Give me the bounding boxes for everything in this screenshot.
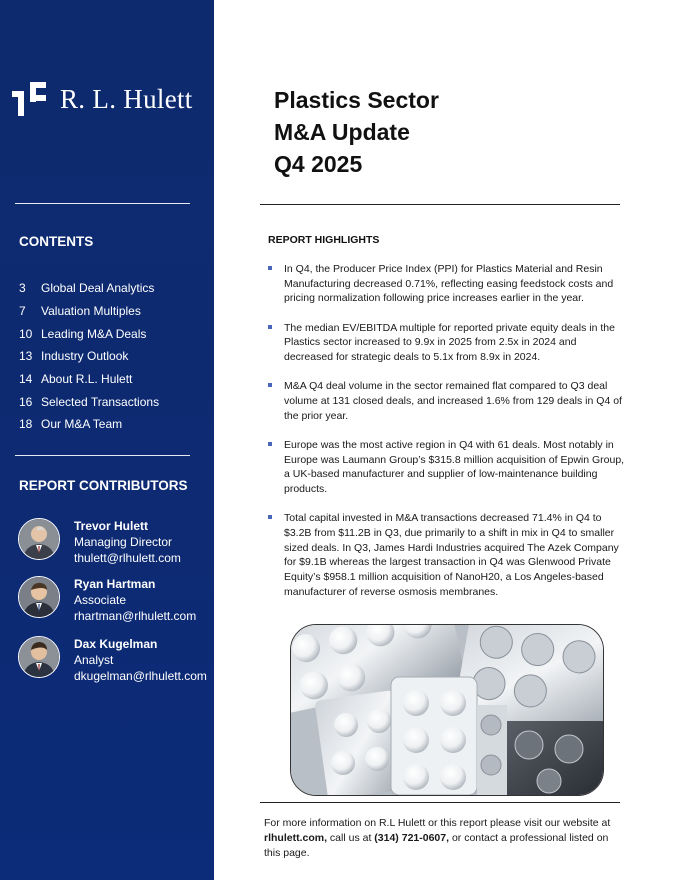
contributor-info (74, 518, 181, 566)
contributor-name: Trevor Hulett (74, 519, 149, 533)
toc-label: Industry Outlook (41, 349, 129, 364)
highlight-text: Total capital invested in M&A transactions decreased 71.4% in Q4 to $3.2B from $11.2B in Q3, due primarily to a shift in mix in Q4 to smaller sized deals. In Q3, James Hardi Industries acquired The Azek Company for $9.1B whereas the largest transaction in Q4 was Glenwood Private Equity’s $958.1 million acquisition of NanoH20, a Los Angeles-based manufacturer of reverse osmosis membranes. (284, 512, 619, 598)
toc-label: Valuation Multiples (41, 304, 141, 319)
contributor-name: Ryan Hartman (74, 577, 156, 591)
highlight-item (268, 438, 628, 497)
avatar (18, 576, 60, 618)
toc-page: 3 (19, 281, 26, 296)
highlight-text: The median EV/EBITDA multiple for reported private equity deals in the Plastics sector increased to 9.9x in 2025 from 2.5x in 2024 and decreased for strategic deals to 5.1x from 8.9x in 2024. (284, 321, 615, 364)
bullet-square-icon (268, 383, 272, 387)
footer-divider (260, 802, 620, 803)
toc-label: Our M&A Team (41, 417, 123, 432)
toc-label: Global Deal Analytics (41, 281, 155, 296)
logo-text: R. L. Hulett (60, 83, 193, 114)
highlight-text: M&A Q4 deal volume in the sector remained flat compared to Q3 deal volume at 131 closed deals, and increased 1.6% from 129 deals in Q4 of the prior year. (284, 380, 622, 422)
logo-mark-icon (12, 82, 46, 116)
toc-item[interactable] (19, 413, 159, 436)
toc-item[interactable] (19, 390, 159, 413)
bullet-square-icon (268, 442, 272, 446)
contributor-role: Analyst (74, 653, 114, 667)
contributor-card (18, 636, 207, 684)
highlight-item (268, 321, 628, 365)
highlights-heading: REPORT HIGHLIGHTS (268, 234, 380, 246)
contributor-email[interactable]: rhartman@rlhulett.com (74, 609, 197, 623)
footer-contact (264, 816, 624, 861)
contributor-card (18, 518, 181, 566)
highlight-item (268, 379, 628, 423)
contributor-name: Dax Kugelman (74, 637, 158, 651)
contributor-card (18, 576, 196, 624)
highlight-item (268, 262, 628, 306)
toc-item[interactable] (19, 277, 159, 300)
sidebar-divider (15, 455, 190, 456)
title-divider (260, 204, 620, 205)
toc-page: 13 (19, 349, 33, 364)
phone-number[interactable]: (314) 721-0607, (374, 832, 450, 844)
title-line: Plastics Sector (274, 87, 439, 113)
contributor-info (74, 576, 196, 624)
avatar (18, 636, 60, 678)
toc-label: Selected Transactions (41, 394, 160, 409)
toc-page: 10 (19, 326, 33, 341)
toc-item[interactable] (19, 300, 159, 323)
toc-label: Leading M&A Deals (41, 326, 147, 341)
avatar (18, 518, 60, 560)
bullet-square-icon (268, 266, 272, 270)
toc-page: 14 (19, 372, 33, 387)
toc-page: 18 (19, 417, 33, 432)
highlight-text: Europe was the most active region in Q4 with 61 deals. Most notably in Europe was Laumann Group’s $315.8 million acquisition of Epwin Group, a UK-based manufacturer and supplier of low-maintenance building products. (284, 438, 625, 495)
highlight-item (268, 511, 628, 599)
toc-item[interactable] (19, 345, 159, 368)
blister-pack-photo (290, 624, 604, 796)
contributors-heading: REPORT CONTRIBUTORS (19, 478, 188, 493)
title-line: M&A Update (274, 119, 410, 145)
contributor-info (74, 636, 207, 684)
contributor-email[interactable]: dkugelman@rlhulett.com (74, 669, 207, 683)
toc-page: 7 (19, 304, 26, 319)
bullet-square-icon (268, 325, 272, 329)
title-line: Q4 2025 (274, 151, 363, 177)
toc-label: About R.L. Hulett (41, 372, 133, 387)
company-logo (12, 82, 193, 116)
toc-item[interactable] (19, 322, 159, 345)
contributor-email[interactable]: thulett@rlhulett.com (74, 551, 181, 565)
contributor-role: Managing Director (74, 535, 173, 549)
report-title (274, 84, 439, 180)
footer-text: For more information on R.L Hulett or this report please visit our website at (264, 817, 611, 829)
contributor-role: Associate (74, 593, 127, 607)
footer-text: call us at (327, 832, 375, 844)
blister-pack-image-icon (291, 625, 603, 795)
toc-item[interactable] (19, 368, 159, 391)
website-link[interactable]: rlhulett.com, (264, 832, 328, 844)
toc-page: 16 (19, 394, 33, 409)
highlights-list (268, 262, 628, 614)
table-of-contents (19, 277, 159, 436)
footer-text: or contact a professional listed on this page. (264, 832, 609, 859)
bullet-square-icon (268, 515, 272, 519)
sidebar-divider (15, 203, 190, 204)
highlight-text: In Q4, the Producer Price Index (PPI) for Plastics Material and Resin Manufacturing decreased 0.71%, reflecting easing feedstock costs and pricing normalization following price increases earlier in the year. (284, 263, 614, 305)
sidebar (0, 0, 214, 880)
contents-heading: CONTENTS (19, 234, 94, 249)
